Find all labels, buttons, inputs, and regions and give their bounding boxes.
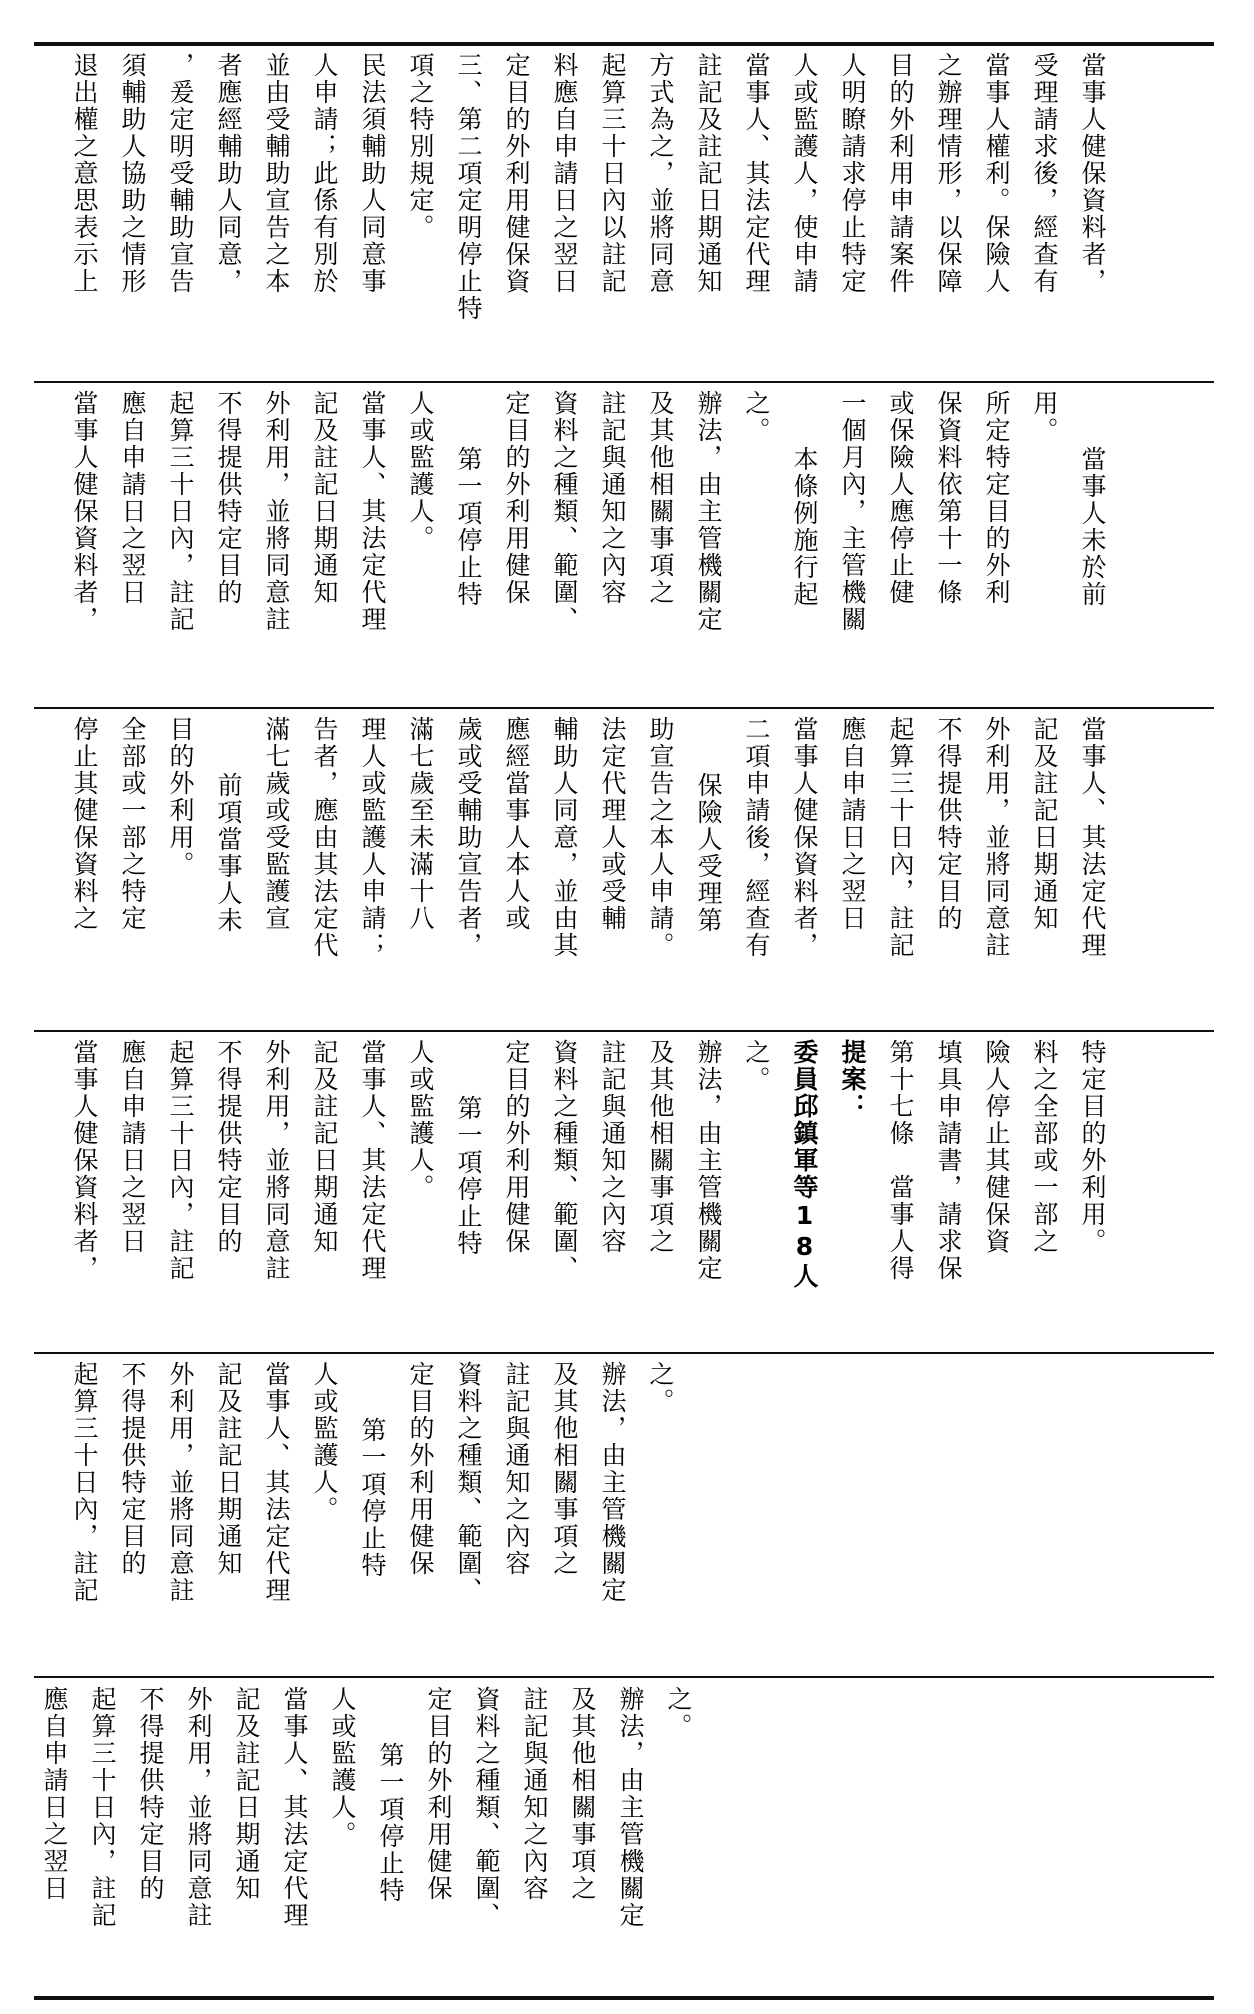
text-column: 定目的外利用健保 — [502, 1039, 531, 1255]
text-column: 註記及註記日期通知 — [694, 52, 723, 295]
text-column: 告者，應由其法定代 — [310, 716, 339, 959]
band-divider — [34, 1352, 1214, 1354]
text-column: 外利用，並將同意註 — [184, 1686, 213, 1929]
text-column: 人或監護人。 — [328, 1686, 357, 1848]
text-column: 並由受輔助宣告之本 — [262, 52, 291, 295]
text-column: 特定目的外利用。 — [1078, 1039, 1107, 1255]
text-column: 當事人未於前 — [1078, 446, 1107, 608]
text-band-4 — [60, 1039, 1220, 1347]
text-column: 不得提供特定目的 — [136, 1686, 165, 1902]
text-column: 資料之種類、範圍、 — [550, 1039, 579, 1282]
text-column: 外利用，並將同意註 — [982, 716, 1011, 959]
proposal-heading: 提案： — [838, 1039, 867, 1120]
text-column: 起算三十日內以註記 — [598, 52, 627, 295]
text-column: 人或監護人。 — [406, 390, 435, 552]
text-column: 三、第二項定明停止特 — [454, 52, 483, 322]
text-column: 定目的外利用健保資 — [502, 52, 531, 295]
text-column: 前項當事人未 — [214, 772, 243, 934]
text-column: 助宣告之本人申請。 — [646, 716, 675, 959]
band-divider — [34, 381, 1214, 383]
text-column: 不得提供特定目的 — [934, 716, 963, 932]
text-column: 之。 — [742, 1039, 771, 1093]
text-column: 當事人、其法定代理 — [1078, 716, 1107, 959]
text-column: 應自申請日之翌日 — [40, 1686, 69, 1902]
text-column: 記及註記日期通知 — [1030, 716, 1059, 932]
text-column: 之辦理情形，以保障 — [934, 52, 963, 295]
bottom-rule — [34, 1996, 1214, 2000]
band-divider — [34, 1030, 1214, 1032]
text-column: 註記與通知之內容 — [598, 1039, 627, 1255]
text-column: 第一項停止特 — [376, 1742, 405, 1904]
text-column: 一個月內，主管機關 — [838, 390, 867, 633]
text-column: 當事人、其法定代理 — [280, 1686, 309, 1929]
text-column: 不得提供特定目的 — [214, 390, 243, 606]
text-column: 須輔助人協助之情形 — [118, 52, 147, 295]
text-column: 記及註記日期通知 — [310, 390, 339, 606]
text-column: 資料之種類、範圍、 — [472, 1686, 501, 1929]
text-column: 之。 — [742, 390, 771, 444]
text-column: 險人停止其健保資 — [982, 1039, 1011, 1255]
text-column: 註記與通知之內容 — [598, 390, 627, 606]
text-column: 當事人、其法定代理 — [742, 52, 771, 295]
text-column: 停止其健保資料之 — [70, 716, 99, 932]
text-column: 當事人、其法定代理 — [358, 1039, 387, 1282]
text-column: 之。 — [646, 1361, 675, 1415]
text-column: 辦法，由主管機關定 — [694, 1039, 723, 1282]
text-column: 歲或受輔助宣告者， — [454, 716, 483, 959]
text-column: 用。 — [1030, 390, 1059, 444]
text-column: 人明瞭請求停止特定 — [838, 52, 867, 295]
band-divider — [34, 1676, 1214, 1678]
text-column: 料應自申請日之翌日 — [550, 52, 579, 295]
text-column: 當事人健保資料者， — [70, 1039, 99, 1282]
text-column: 二項申請後，經查有 — [742, 716, 771, 959]
text-column: 記及註記日期通知 — [232, 1686, 261, 1902]
text-column: 當事人健保資料者， — [70, 390, 99, 633]
text-column: 辦法，由主管機關定 — [598, 1361, 627, 1604]
text-column: 人或監護人。 — [406, 1039, 435, 1201]
text-column: 或保險人應停止健 — [886, 390, 915, 606]
text-column: 理人或監護人申請； — [358, 716, 387, 959]
text-column: 辦法，由主管機關定 — [694, 390, 723, 633]
text-column: 第一項停止特 — [454, 1095, 483, 1257]
text-band-5 — [60, 1361, 1220, 1671]
text-column: 填具申請書，請求保 — [934, 1039, 963, 1282]
text-column: 所定特定目的外利 — [982, 390, 1011, 606]
text-column: 退出權之意思表示上 — [70, 52, 99, 295]
text-column: 及其他相關事項之 — [568, 1686, 597, 1902]
text-column: 目的外利用申請案件 — [886, 52, 915, 295]
text-column: 定目的外利用健保 — [424, 1686, 453, 1902]
text-column: 應自申請日之翌日 — [118, 1039, 147, 1255]
text-column: 資料之種類、範圍、 — [550, 390, 579, 633]
text-column: 應自申請日之翌日 — [118, 390, 147, 606]
text-column: 記及註記日期通知 — [214, 1361, 243, 1577]
text-column: 當事人權利。保險人 — [982, 52, 1011, 295]
text-column: 及其他相關事項之 — [646, 1039, 675, 1255]
text-column: 第一項停止特 — [358, 1417, 387, 1579]
text-column: 外利用，並將同意註 — [262, 390, 291, 633]
text-column: 註記與通知之內容 — [520, 1686, 549, 1902]
text-column: 辦法，由主管機關定 — [616, 1686, 645, 1929]
text-band-3 — [60, 716, 1220, 1024]
text-column: 保資料依第十一條 — [934, 390, 963, 606]
text-column: 方式為之，並將同意 — [646, 52, 675, 295]
text-column: 當事人健保資料者， — [790, 716, 819, 959]
text-column: 當事人、其法定代理 — [262, 1361, 291, 1604]
text-column: 項之特別規定。 — [406, 52, 435, 241]
text-column: 應自申請日之翌日 — [838, 716, 867, 932]
text-column: 民法須輔助人同意事 — [358, 52, 387, 295]
text-column: 起算三十日內，註記 — [166, 390, 195, 633]
text-column: 人或監護人。 — [310, 1361, 339, 1523]
text-column: 者應經輔助人同意， — [214, 52, 243, 295]
band-divider — [34, 707, 1214, 709]
text-column: 第十七條 當事人得 — [886, 1039, 915, 1282]
text-column: 起算三十日內，註記 — [88, 1686, 117, 1929]
text-column: 第一項停止特 — [454, 446, 483, 608]
text-column: 保險人受理第 — [694, 772, 723, 934]
text-band-6 — [30, 1686, 1220, 1991]
text-column: 當事人健保資料者， — [1078, 52, 1107, 295]
text-column: 本條例施行起 — [790, 446, 819, 608]
text-band-1 — [60, 52, 1220, 374]
top-rule — [34, 42, 1214, 46]
text-column: 料之全部或一部之 — [1030, 1039, 1059, 1255]
text-column: 應經當事人本人或 — [502, 716, 531, 932]
text-column: 外利用，並將同意註 — [262, 1039, 291, 1282]
text-column: 記及註記日期通知 — [310, 1039, 339, 1255]
text-column: 註記與通知之內容 — [502, 1361, 531, 1577]
text-column: 不得提供特定目的 — [118, 1361, 147, 1577]
text-band-2 — [60, 390, 1220, 702]
text-column: 起算三十日內，註記 — [70, 1361, 99, 1604]
text-column: 法定代理人或受輔 — [598, 716, 627, 932]
text-column: 輔助人同意，並由其 — [550, 716, 579, 959]
text-column: 資料之種類、範圍、 — [454, 1361, 483, 1604]
text-column: 不得提供特定目的 — [214, 1039, 243, 1255]
text-column: 目的外利用。 — [166, 716, 195, 878]
text-column: 全部或一部之特定 — [118, 716, 147, 932]
text-column: 之。 — [664, 1686, 693, 1740]
text-column: 滿七歲或受監護宣 — [262, 716, 291, 932]
text-column: 及其他相關事項之 — [646, 390, 675, 606]
text-column: 及其他相關事項之 — [550, 1361, 579, 1577]
proposal-heading: 委員邱鎮軍等18人 — [790, 1039, 819, 1290]
text-column: 人申請；此係有別於 — [310, 52, 339, 295]
text-column: 當事人、其法定代理 — [358, 390, 387, 633]
text-column: 定目的外利用健保 — [502, 390, 531, 606]
text-column: 起算三十日內，註記 — [886, 716, 915, 959]
text-column: 受理請求後，經查有 — [1030, 52, 1059, 295]
text-column: 定目的外利用健保 — [406, 1361, 435, 1577]
text-column: 起算三十日內，註記 — [166, 1039, 195, 1282]
text-column: ，爰定明受輔助宣告 — [166, 52, 195, 295]
text-column: 人或監護人，使申請 — [790, 52, 819, 295]
text-column: 外利用，並將同意註 — [166, 1361, 195, 1604]
text-column: 滿七歲至未滿十八 — [406, 716, 435, 932]
